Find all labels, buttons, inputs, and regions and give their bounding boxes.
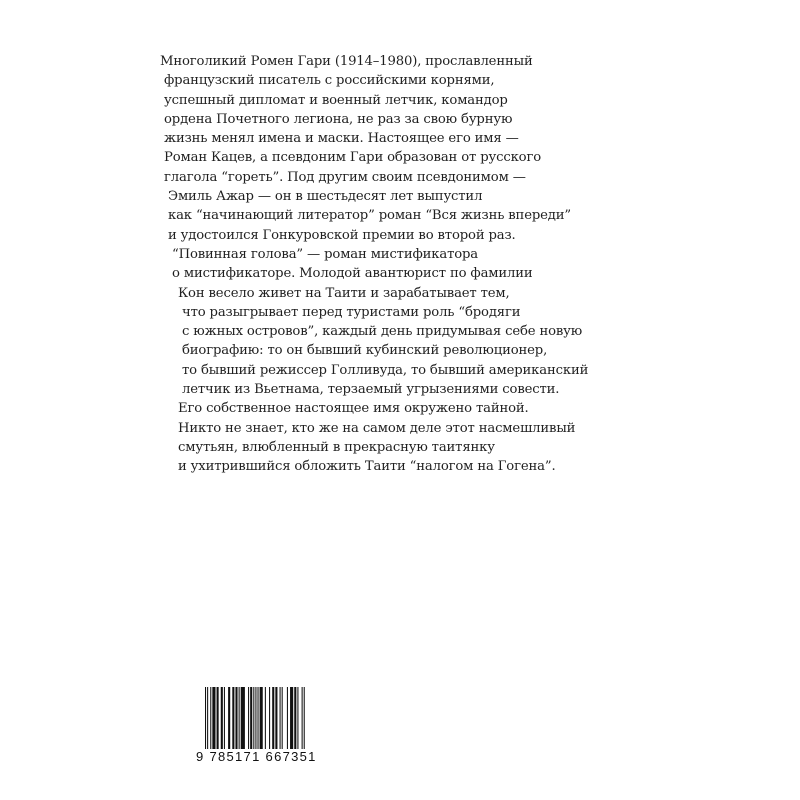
blurb-text (160, 52, 589, 477)
barcode-bar (224, 687, 225, 753)
barcode-bar (280, 687, 281, 753)
barcode-bar (235, 687, 237, 753)
barcode-bar (241, 687, 245, 753)
blurb-line: глагола “гореть”. Под другим своим псевдонимом — (164, 169, 526, 185)
blurb-line: французский писатель с российскими корнями, (164, 73, 495, 89)
barcode-bar (290, 687, 293, 753)
barcode-bar (265, 687, 266, 753)
blurb-line: с южных островов”, каждый день придумывая себе новую (182, 324, 583, 340)
barcode-bar (287, 687, 288, 753)
blurb-line: и удостоился Гонкуровской премии во второй раз. (168, 227, 516, 243)
blurb-line: Роман Кацев, а псевдоним Гари образован от русского (164, 150, 542, 166)
barcode-bar (260, 687, 263, 753)
barcode-bar (258, 687, 259, 753)
barcode-bar (210, 687, 211, 753)
barcode-bar (217, 687, 219, 753)
barcode-bar (269, 687, 270, 753)
blurb-line: Эмиль Ажар — он в шестьдесят лет выпустил (168, 189, 483, 205)
barcode-bar (248, 687, 249, 753)
barcode-bar (212, 687, 215, 753)
barcode-bar (282, 687, 283, 753)
blurb-line: летчик из Вьетнама, терзаемый угрызениями совести. (182, 382, 560, 398)
blurb-line: “Повинная голова” — роман мистификатора (172, 246, 479, 262)
isbn-number: 9 785171 667351 (196, 749, 320, 765)
barcode-bar (221, 687, 223, 753)
blurb-line: смутьян, влюбленный в прекрасную таитянку (178, 439, 495, 455)
blurb-line: жизнь менял имена и маски. Настоящее его имя — (164, 131, 519, 147)
blurb-line: Кон весело живет на Таити и зарабатывает тем, (178, 285, 510, 301)
blurb-line: успешный дипломат и военный летчик, командор (164, 92, 508, 108)
blurb-line: что разыгрывает перед туристами роль “бродяги (182, 304, 521, 320)
barcode-bar (239, 687, 240, 753)
blurb-line: Многоликий Ромен Гари (1914–1980), прославленный (160, 54, 533, 69)
barcode-bar (272, 687, 274, 753)
barcode-bar (250, 687, 252, 753)
barcode-bar (228, 687, 230, 753)
blurb-line: то бывший режиссер Голливуда, то бывший американский (182, 362, 589, 378)
blurb-line: как “начинающий литератор” роман “Вся жизнь впереди” (168, 208, 571, 224)
isbn-barcode-block (196, 687, 320, 769)
blurb-line: ордена Почетного легиона, не раз за свою бурную (164, 111, 513, 127)
blurb-line: о мистификаторе. Молодой авантюрист по фамилии (172, 266, 533, 282)
blurb-line: Никто не знает, кто же на самом деле этот насмешливый (178, 420, 576, 436)
blurb-line: биографию: то он бывший кубинский революционер, (182, 343, 548, 359)
blurb-line: и ухитрившийся обложить Таити “налогом на Гогена”. (178, 459, 556, 475)
barcode-bar (294, 687, 296, 753)
barcode-bar (275, 687, 277, 753)
barcode-bar (232, 687, 234, 753)
blurb-line: Его собственное настоящее имя окружено тайной. (178, 401, 529, 417)
barcode-bar (297, 687, 298, 753)
